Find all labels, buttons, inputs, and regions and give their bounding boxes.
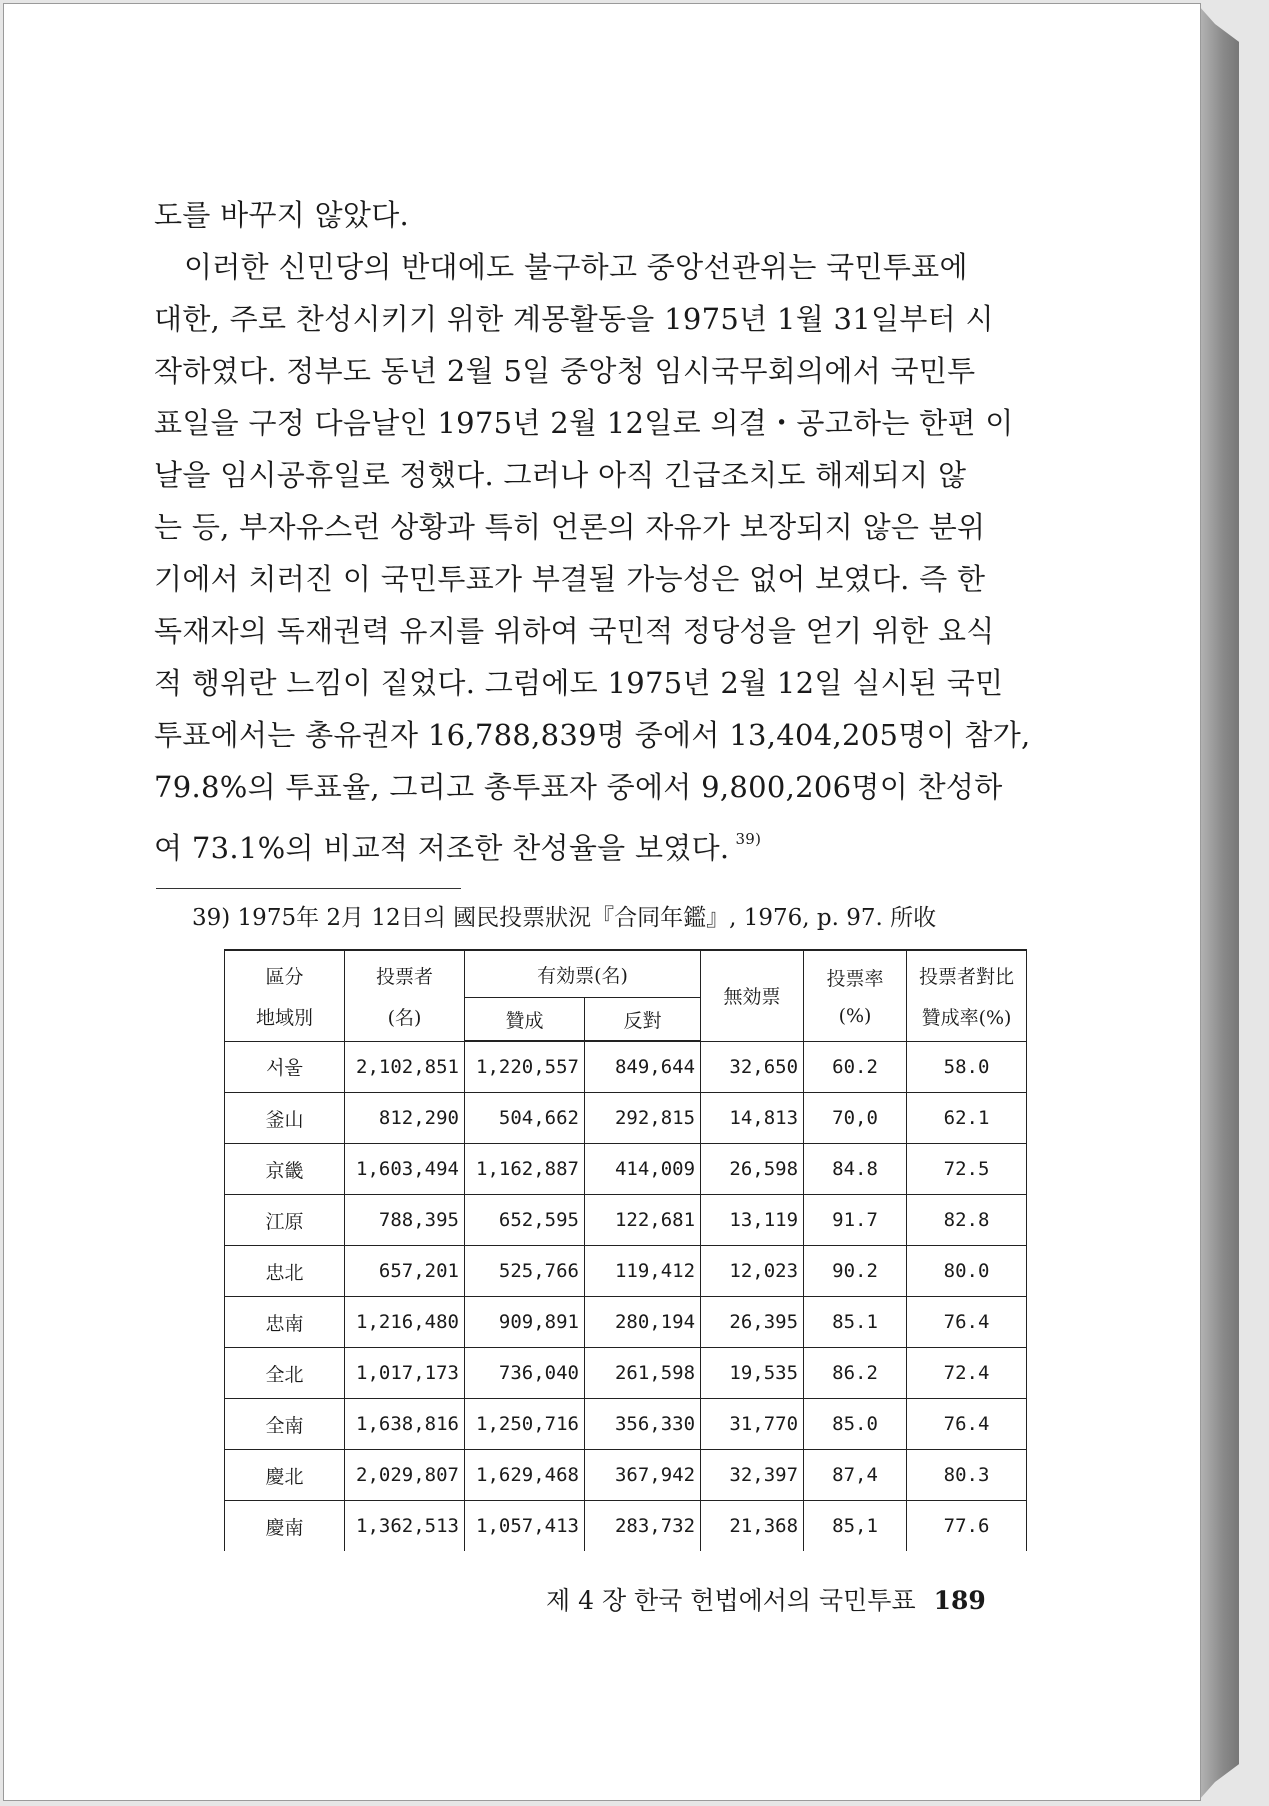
table-cell-invalid: 32,650	[701, 1041, 804, 1093]
referendum-results-table	[224, 949, 1027, 1551]
body-line: 독재자의 독재권력 유지를 위하여 국민적 정당성을 얻기 위한 요식	[154, 614, 995, 648]
table-cell-voters: 1,362,513	[345, 1501, 465, 1552]
table-cell-no: 849,644	[585, 1041, 701, 1093]
table-row	[225, 1246, 1027, 1297]
footnote-rule	[156, 888, 461, 889]
table-cell-ratio: 82.8	[907, 1195, 1027, 1246]
table-cell-yes: 525,766	[465, 1246, 585, 1297]
table-row	[225, 1501, 1027, 1552]
table-row	[225, 1450, 1027, 1501]
table-cell-turnout: 85.1	[804, 1297, 907, 1348]
body-text	[154, 189, 1031, 865]
header-valid-votes: 有効票(名)	[465, 950, 701, 998]
table-cell-invalid: 13,119	[701, 1195, 804, 1246]
body-line-last	[154, 813, 1014, 865]
table-cell-voters: 788,395	[345, 1195, 465, 1246]
table-cell-region: 全北	[225, 1348, 345, 1399]
table-cell-region: 忠南	[225, 1297, 345, 1348]
table-cell-yes: 1,057,413	[465, 1501, 585, 1552]
table-cell-region: 江原	[225, 1195, 345, 1246]
table-row	[225, 1195, 1027, 1246]
header-no: 反對	[585, 998, 701, 1042]
table-cell-turnout: 84.8	[804, 1144, 907, 1195]
header-approval-ratio: 投票者對比 贊成率(%)	[907, 950, 1027, 1041]
footnote-reference[interactable]: 39)	[735, 830, 762, 848]
table-row	[225, 1348, 1027, 1399]
body-line: 대한, 주로 찬성시키기 위한 계몽활동을 1975년 1월 31일부터 시	[154, 302, 994, 336]
table-cell-invalid: 26,395	[701, 1297, 804, 1348]
page-footer	[546, 1581, 986, 1617]
body-line: 날을 임시공휴일로 정했다. 그러나 아직 긴급조치도 해제되지 않	[154, 458, 967, 492]
table-cell-voters: 1,603,494	[345, 1144, 465, 1195]
body-line: 작하였다. 정부도 동년 2월 5일 중앙청 임시국무회의에서 국민투	[154, 354, 976, 388]
table-cell-region: 釜山	[225, 1093, 345, 1144]
table-cell-yes: 652,595	[465, 1195, 585, 1246]
table-cell-yes: 504,662	[465, 1093, 585, 1144]
body-line: 기에서 치러진 이 국민투표가 부결될 가능성은 없어 보였다. 즉 한	[154, 562, 986, 596]
table-cell-invalid: 19,535	[701, 1348, 804, 1399]
footnote-text: 39) 1975年 2月 12日의 國民投票狀況『合同年鑑』, 1976, p. 97. 所收	[192, 905, 937, 931]
table-cell-ratio: 76.4	[907, 1399, 1027, 1450]
chapter-title: 제 4 장 한국 헌법에서의 국민투표	[546, 1586, 916, 1615]
table-cell-ratio: 80.3	[907, 1450, 1027, 1501]
table-cell-no: 292,815	[585, 1093, 701, 1144]
table-cell-yes: 1,220,557	[465, 1041, 585, 1093]
table-cell-region: 京畿	[225, 1144, 345, 1195]
table-cell-voters: 1,017,173	[345, 1348, 465, 1399]
table-cell-no: 261,598	[585, 1348, 701, 1399]
table-cell-yes: 1,629,468	[465, 1450, 585, 1501]
table-cell-ratio: 62.1	[907, 1093, 1027, 1144]
table-cell-no: 367,942	[585, 1450, 701, 1501]
table-row	[225, 1144, 1027, 1195]
table-cell-voters: 1,216,480	[345, 1297, 465, 1348]
table-cell-turnout: 86.2	[804, 1348, 907, 1399]
table-cell-turnout: 60.2	[804, 1041, 907, 1093]
table-cell-invalid: 31,770	[701, 1399, 804, 1450]
table-cell-yes: 736,040	[465, 1348, 585, 1399]
table-cell-no: 356,330	[585, 1399, 701, 1450]
table-cell-voters: 2,102,851	[345, 1041, 465, 1093]
table-cell-turnout: 90.2	[804, 1246, 907, 1297]
table-cell-ratio: 80.0	[907, 1246, 1027, 1297]
body-line: 이러한 신민당의 반대에도 불구하고 중앙선관위는 국민투표에	[184, 250, 968, 284]
table-cell-voters: 1,638,816	[345, 1399, 465, 1450]
table-cell-region: 慶南	[225, 1501, 345, 1552]
table-cell-invalid: 32,397	[701, 1450, 804, 1501]
table-row	[225, 1093, 1027, 1144]
table-cell-region: 全南	[225, 1399, 345, 1450]
page-edge	[1199, 6, 1239, 1800]
table-cell-voters: 657,201	[345, 1246, 465, 1297]
table-body	[225, 1041, 1027, 1551]
table-row	[225, 1041, 1027, 1093]
header-voters: 投票者 (名)	[345, 950, 465, 1041]
table-cell-yes: 909,891	[465, 1297, 585, 1348]
table-cell-region: 慶北	[225, 1450, 345, 1501]
table-cell-turnout: 70,0	[804, 1093, 907, 1144]
table-cell-invalid: 14,813	[701, 1093, 804, 1144]
table-cell-no: 414,009	[585, 1144, 701, 1195]
table-cell-ratio: 58.0	[907, 1041, 1027, 1093]
body-line: 적 행위란 느낌이 짙었다. 그럼에도 1975년 2월 12일 실시된 국민	[154, 666, 1004, 700]
table-cell-region: 忠北	[225, 1246, 345, 1297]
header-yes: 贊成	[465, 998, 585, 1042]
table-cell-invalid: 26,598	[701, 1144, 804, 1195]
table-cell-turnout: 85.0	[804, 1399, 907, 1450]
table-cell-ratio: 77.6	[907, 1501, 1027, 1552]
table-row	[225, 1399, 1027, 1450]
table-cell-invalid: 12,023	[701, 1246, 804, 1297]
table-cell-yes: 1,250,716	[465, 1399, 585, 1450]
body-line: 도를 바꾸지 않았다.	[154, 198, 410, 232]
table-cell-no: 119,412	[585, 1246, 701, 1297]
table-cell-ratio: 72.4	[907, 1348, 1027, 1399]
table-cell-region: 서울	[225, 1041, 345, 1093]
table-cell-no: 283,732	[585, 1501, 701, 1552]
table-cell-turnout: 87,4	[804, 1450, 907, 1501]
table-cell-no: 122,681	[585, 1195, 701, 1246]
body-line-text: 여 73.1%의 비교적 저조한 찬성율을 보였다.	[154, 831, 730, 865]
body-line: 표일을 구정 다음날인 1975년 2월 12일로 의결・공고하는 한편 이	[154, 406, 1014, 440]
body-line: 투표에서는 총유권자 16,788,839명 중에서 13,404,205명이 참가,	[154, 718, 1031, 752]
book-page	[3, 3, 1201, 1801]
table-cell-yes: 1,162,887	[465, 1144, 585, 1195]
table-cell-voters: 812,290	[345, 1093, 465, 1144]
table-cell-invalid: 21,368	[701, 1501, 804, 1552]
body-line: 79.8%의 투표율, 그리고 총투표자 중에서 9,800,206명이 찬성하	[154, 770, 1003, 804]
table-cell-ratio: 76.4	[907, 1297, 1027, 1348]
table-header-row	[225, 950, 1027, 998]
table-cell-ratio: 72.5	[907, 1144, 1027, 1195]
body-line: 는 등, 부자유스런 상황과 특히 언론의 자유가 보장되지 않은 분위	[154, 510, 986, 544]
table-row	[225, 1297, 1027, 1348]
table-cell-voters: 2,029,807	[345, 1450, 465, 1501]
table-cell-turnout: 85,1	[804, 1501, 907, 1552]
header-region: 區分 地域別	[225, 950, 345, 1041]
page-number: 189	[933, 1586, 986, 1615]
header-turnout: 投票率 (%)	[804, 950, 907, 1041]
header-invalid-votes: 無効票	[701, 950, 804, 1041]
table-cell-no: 280,194	[585, 1297, 701, 1348]
table-cell-turnout: 91.7	[804, 1195, 907, 1246]
